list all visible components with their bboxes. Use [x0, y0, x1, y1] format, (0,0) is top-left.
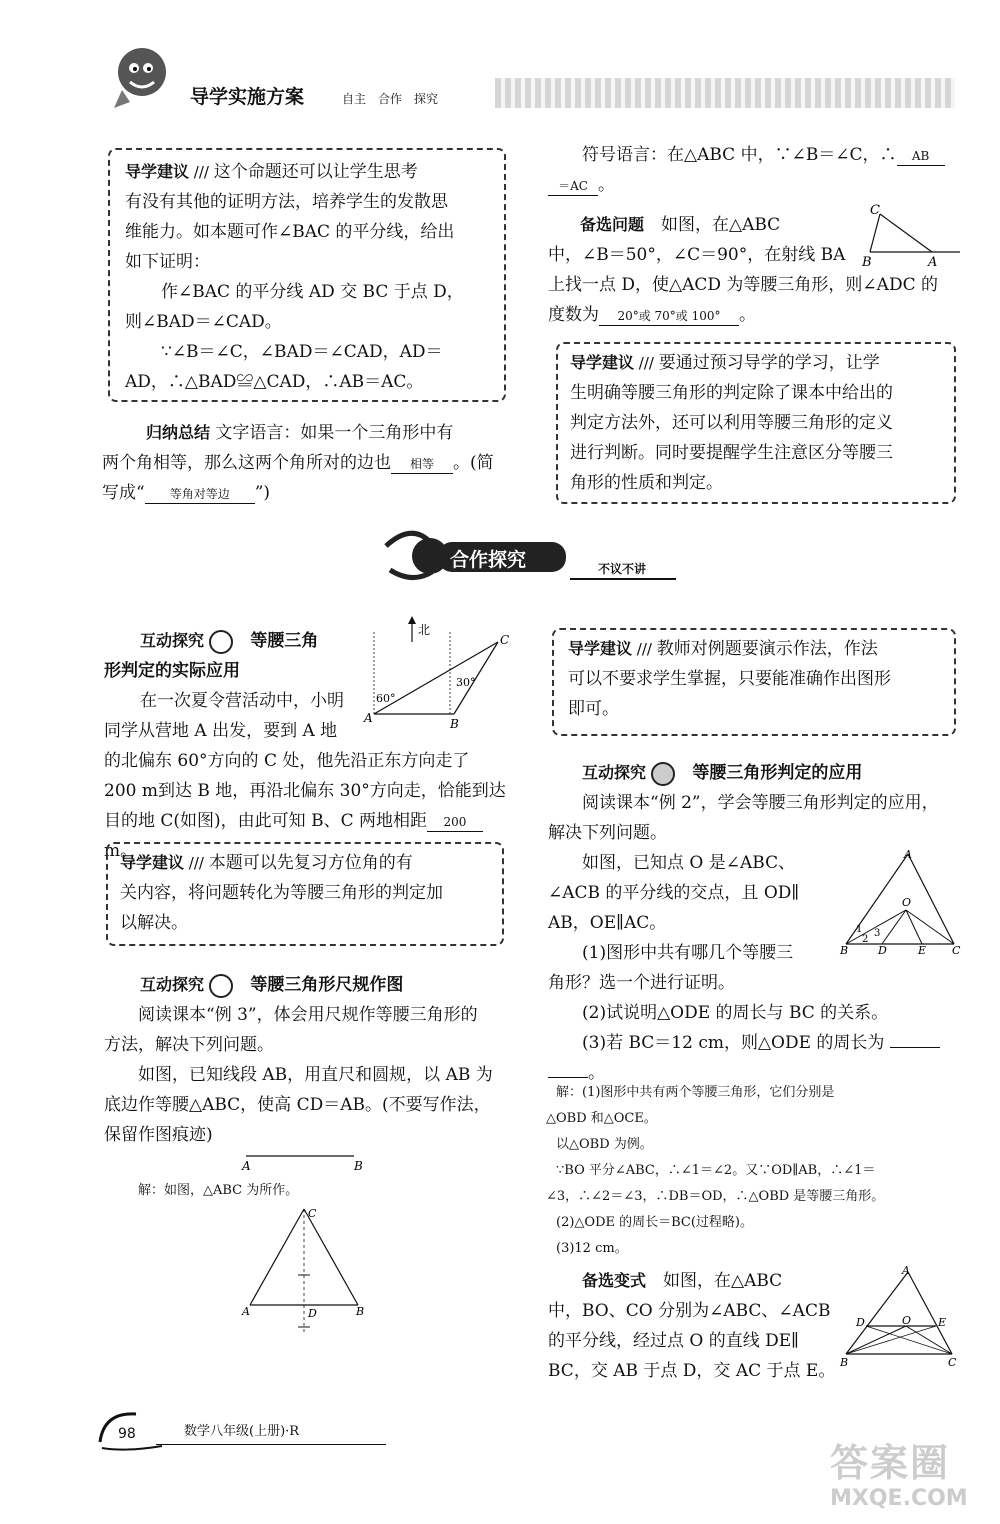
text-line: △OBD 和△OCE。: [546, 1111, 657, 1126]
text-line: 本题可以先复习方位角的有: [208, 853, 413, 873]
text-line: 保留作图痕迹): [104, 1125, 213, 1145]
answer-blank: 等角对等边: [145, 485, 255, 504]
section-subtitle: 不议不讲: [598, 562, 647, 576]
text-line: 如图，在△ABC: [663, 1271, 783, 1291]
text-line: (3)12 cm。: [556, 1241, 628, 1256]
angle-label: 30°: [456, 676, 476, 689]
vertex-label: B: [840, 1356, 849, 1369]
watermark-title: 答案圈: [830, 1441, 951, 1485]
header: [100, 40, 960, 120]
vertex-label: B: [356, 1305, 365, 1318]
header-decoration: [495, 78, 955, 108]
vertex-label: D: [878, 944, 887, 956]
explore-tag: 互动探究: [140, 975, 205, 994]
section-banner: [380, 530, 680, 582]
vertex-label: A: [904, 848, 912, 861]
summary-block: [102, 418, 502, 508]
text-line: 则∠BAD＝∠CAD。: [125, 312, 282, 332]
variant-tag: 备选变式: [582, 1271, 647, 1290]
explore-title: 等腰三角: [250, 631, 319, 651]
text-line: 这个命题还可以让学生思考: [213, 162, 418, 182]
vertex-label: C: [948, 1356, 957, 1369]
text-line: 以△OBD 为例。: [556, 1137, 653, 1152]
text-line: AB，OE∥AC。: [548, 913, 667, 933]
vertex-label: A: [902, 1264, 910, 1277]
north-label: 北: [418, 623, 431, 637]
text-line: 符号语言：在△ABC 中，∵∠B＝∠C，∴: [582, 145, 897, 165]
vertex-label: B: [450, 717, 459, 731]
text-line: 中，BO、CO 分别为∠ABC、∠ACB: [548, 1301, 831, 1321]
vertex-label: O: [902, 1314, 912, 1327]
explore-title: 等腰三角形尺规作图: [250, 975, 404, 995]
construction-figure: [240, 1205, 370, 1345]
text-line: 阅读课本“例 2”，学会等腰三角形判定的应用，: [582, 793, 939, 813]
vertex-label: C: [952, 944, 961, 956]
text-line: BC，交 AB 于点 D，交 AC 于点 E。: [548, 1361, 836, 1381]
text-line: 关内容，将问题转化为等腰三角形的判定加: [120, 883, 443, 903]
variant-problem: [548, 1266, 848, 1386]
vertex-label: A: [364, 711, 373, 725]
text-line: ”): [254, 483, 271, 503]
text-line: (2)△ODE 的周长＝BC(过程略)。: [556, 1215, 753, 1230]
text-line: 如图，在△ABC: [661, 215, 781, 235]
text-line: 底边作等腰△ABC，使高 CD＝AB。(不要写作法，: [104, 1095, 491, 1115]
text-line: (1)图形中共有哪几个等腰三: [582, 943, 794, 963]
text-line: 中，∠B＝50°，∠C＝90°，在射线 BA: [548, 245, 846, 265]
vertex-label: C: [308, 1207, 317, 1220]
explore-title: 等腰三角形判定的应用: [692, 763, 863, 783]
watermark: [830, 1440, 995, 1520]
summary-tag: 归纳总结: [146, 423, 211, 442]
explore-tag: 互动探究: [140, 631, 205, 650]
text-line: 进行判断。同时要提醒学生注意区分等腰三: [570, 443, 893, 463]
text-line: 有没有其他的证明方法，培养学生的发散思: [125, 192, 448, 212]
text-line: 。: [598, 175, 615, 195]
header-subtitle: 自主 合作 探究: [342, 92, 439, 106]
endpoint-label: A: [242, 1159, 251, 1172]
angle-label: 1: [856, 924, 863, 935]
text-line: ∵BO 平分∠ABC，∴∠1＝∠2。又∵OD∥AB，∴∠1＝: [556, 1163, 876, 1178]
vertex-label: C: [870, 203, 880, 218]
vertex-label: D: [308, 1307, 317, 1320]
page-number: 98: [118, 1426, 136, 1442]
section-title: 合作探究: [450, 549, 527, 571]
vertex-label: C: [500, 633, 510, 647]
text-line: 200 m到达 B 地，再沿北偏东 30°方向走，恰能到达: [104, 781, 506, 801]
text-line: 。: [739, 305, 756, 325]
bisector-figure: [836, 846, 966, 956]
text-line: 在一次夏令营活动中，小明: [140, 691, 344, 711]
vertex-label: E: [938, 1316, 947, 1329]
answer-blank: [890, 1047, 940, 1048]
angle-label: 60°: [376, 692, 396, 705]
answer-blank: 20°或 70°或 100°: [599, 307, 739, 326]
text-line: 角形的性质和判定。: [570, 473, 723, 493]
text-line: 的平分线，经过点 O 的直线 DE∥: [548, 1331, 800, 1351]
text-line: 如图，已知点 O 是∠ABC、: [582, 853, 796, 873]
text-line: 可以不要求学生掌握，只要能准确作出图形: [568, 669, 891, 689]
answer-blank: 相等: [391, 455, 453, 474]
text-line: 。(简: [453, 453, 494, 473]
text-line: 判定方法外，还可以利用等腰三角形的定义: [570, 413, 893, 433]
text-line: 度数为: [548, 305, 599, 325]
backup-tag: 备选问题: [580, 215, 645, 234]
segment-ab-figure: [238, 1148, 368, 1172]
footer-book-title: 数学八年级(上册)·R: [184, 1424, 300, 1439]
text-line: 角形？选一个进行证明。: [548, 973, 735, 993]
text-line: (2)试说明△ODE 的周长与 BC 的关系。: [582, 1003, 889, 1023]
watermark-url: MXQE.COM: [830, 1486, 968, 1511]
text-line: 教师对例题要演示作法，作法: [656, 639, 878, 659]
guide-suggestion-tag: 导学建议: [570, 353, 635, 372]
answer-blank: 200: [427, 813, 483, 832]
text-line: m。: [104, 841, 138, 861]
text-line: 写成“: [102, 483, 145, 503]
text-line: 解决下列问题。: [548, 823, 667, 843]
footer: [96, 1404, 396, 1454]
text-line: ∠3，∴∠2＝∠3，∴DB＝OD，∴△OBD 是等腰三角形。: [546, 1189, 885, 1204]
vertex-label: B: [862, 255, 872, 270]
text-line: AD，∴△BAD≌△CAD，∴AB＝AC。: [125, 372, 424, 392]
vertex-label: O: [902, 896, 912, 909]
guide-suggestion-text-2: 导学建议 /// 要通过预习导学的学习，让学 生明确等腰三角形的判定除了课本中给出的 判定方法外，还可以利用等腰三角形的定义 进行判断。同时要提醒学生注意区分等腰三 角形的性质和判定。: [570, 348, 942, 498]
angle-label: 3: [874, 928, 881, 939]
text-line: 维能力。如本题可作∠BAC 的平分线，给出: [125, 222, 455, 242]
text-line: ∠ACB 的平分线的交点，且 OD∥: [548, 883, 800, 903]
guide-suggestion-tag: 导学建议: [120, 853, 185, 872]
text-line: 如图，已知线段 AB，用直尺和圆规，以 AB 为: [138, 1065, 493, 1085]
backup-figure: [860, 200, 970, 270]
vertex-label: B: [840, 944, 849, 956]
vertex-label: A: [928, 255, 938, 270]
footer-line: [156, 1444, 386, 1445]
text-line: 作∠BAC 的平分线 AD 交 BC 于点 D，: [161, 282, 464, 302]
angle-label: 2: [862, 934, 869, 945]
circle-number-icon: [651, 762, 675, 786]
text-line: 同学从营地 A 出发，要到 A 地: [104, 721, 338, 741]
explore-title: 形判定的实际应用: [104, 661, 240, 681]
vertex-label: A: [242, 1305, 250, 1318]
text-line: ∵∠B＝∠C，∠BAD＝∠CAD，AD＝: [161, 342, 443, 362]
endpoint-label: B: [354, 1159, 363, 1172]
header-title: 导学实施方案: [190, 86, 305, 108]
direction-figure: [362, 612, 512, 732]
text-line: 即可。: [568, 699, 619, 719]
text-line: (3)若 BC＝12 cm，则△ODE 的周长为: [582, 1033, 885, 1053]
solution-text-1: 解：如图，△ABC 为所作。: [138, 1183, 299, 1198]
explore-2: [104, 970, 509, 1150]
guide-suggestion-text-1: 导学建议 /// 这个命题还可以让学生思考 有没有其他的证明方法，培养学生的发散思 维能力。如本题可作∠BAC 的平分线，给出 如下证明： 作∠BAC 的平分线 AD 交 BC 于点 D， 则∠BAD＝∠CAD。 ∵∠B＝∠C，∠BAD＝∠CAD，AD＝ AD，∴△BAD≌△CAD，∴AB＝AC。: [125, 157, 495, 397]
section-underline: [570, 578, 676, 580]
circle-number-icon: [209, 974, 233, 998]
text-line: 两个角相等，那么这两个角所对的边也: [102, 453, 391, 473]
solution-text-2: [546, 1080, 966, 1262]
guide-suggestion-tag: 导学建议: [568, 639, 633, 658]
explore-tag: 互动探究: [582, 763, 647, 782]
explore-3: 互动探究 等腰三角形判定的应用 阅读课本“例 2”，学会等腰三角形判定的应用， 解决下列问题。 如图，已知点 O 是∠ABC、 ∠ACB 的平分线的交点，且 OD∥ AB，OE∥AC。 (1)图形中共有哪几个等腰三 角形？选一个进行证明。 (2)试说明△ODE 的周长与 BC 的关系。 (3)若 BC＝12 cm，则△ODE 的周长为 。: [548, 758, 963, 1088]
text-line: 解：(1)图形中共有两个等腰三角形，它们分别是: [556, 1085, 835, 1100]
answer-blank: ＝AC: [548, 177, 598, 196]
text-line: 方法，解决下列问题。: [104, 1035, 274, 1055]
guide-suggestion-tag: 导学建议: [125, 162, 190, 181]
text-line: 阅读课本“例 3”，体会用尺规作等腰三角形的: [138, 1005, 478, 1025]
text-line: 如下证明：: [125, 252, 210, 272]
text-line: 要通过预习导学的学习，让学: [658, 353, 880, 373]
mascot-logo: [100, 40, 180, 120]
text-line: 目的地 C(如图)，由此可知 B、C 两地相距: [104, 811, 427, 831]
vertex-label: E: [918, 944, 927, 956]
guide-suggestion-text-3: 导学建议 /// 本题可以先复习方位角的有 关内容，将问题转化为等腰三角形的判定加 以解决。: [120, 848, 492, 938]
variant-figure: [836, 1262, 966, 1374]
text-line: 生明确等腰三角形的判定除了课本中给出的: [570, 383, 893, 403]
text-line: 上找一点 D，使△ACD 为等腰三角形，则∠ADC 的: [548, 275, 938, 295]
guide-suggestion-text-4: 导学建议 /// 教师对例题要演示作法，作法 可以不要求学生掌握，只要能准确作出图形 即可。: [568, 634, 944, 724]
text-line: 文字语言：如果一个三角形中有: [215, 423, 454, 443]
symbol-language: [548, 140, 963, 200]
answer-blank: [548, 1077, 588, 1078]
answer-blank: AB: [897, 147, 945, 166]
vertex-label: D: [856, 1316, 865, 1329]
text-line: 以解决。: [120, 913, 188, 933]
text-line: 的北偏东 60°方向的 C 处，他先沿正东方向走了: [104, 751, 470, 771]
circle-number-icon: [209, 630, 233, 654]
